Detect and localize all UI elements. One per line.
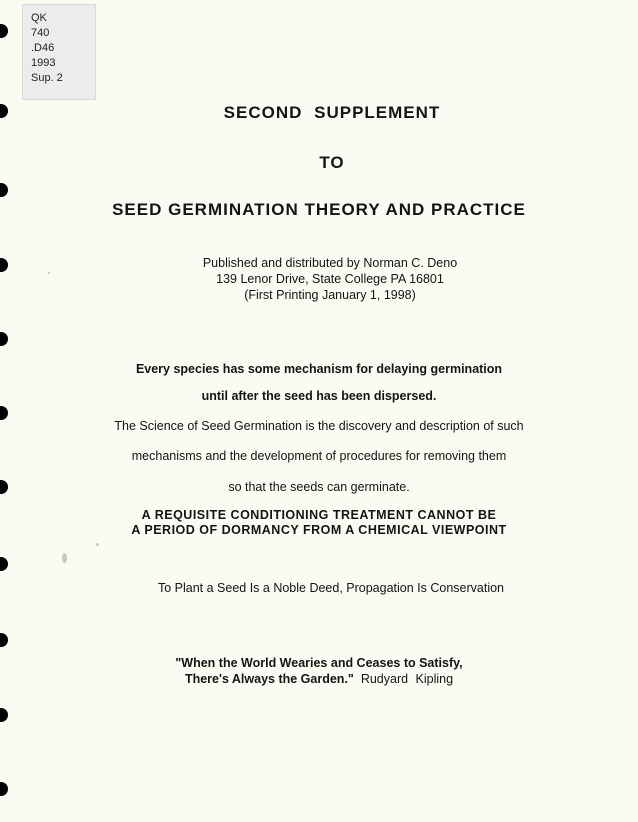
- quote-author: Rudyard Kipling: [360, 672, 454, 686]
- binding-hole: [0, 24, 8, 38]
- binding-hole: [0, 332, 8, 346]
- call-number-line: 740: [31, 27, 50, 39]
- binding-hole: [0, 406, 8, 420]
- statement-bold-2: until after the seed has been dispersed.: [201, 389, 437, 403]
- binding-hole: [0, 782, 8, 796]
- statement-regular-3: so that the seeds can germinate.: [228, 480, 410, 494]
- binding-hole: [0, 183, 8, 197]
- title-line-3: SEED GERMINATION THEORY AND PRACTICE: [112, 200, 526, 219]
- binding-hole: [0, 633, 8, 647]
- printing-date: (First Printing January 1, 1998): [244, 288, 416, 302]
- paper-speck: [48, 272, 50, 274]
- quote-line-2: [0, 672, 638, 686]
- title-line-2: TO: [319, 153, 345, 172]
- caps-statement-2: A PERIOD OF DORMANCY FROM A CHEMICAL VIEWPOINT: [131, 523, 507, 537]
- call-number-line: QK: [31, 12, 47, 24]
- paper-speck: [62, 553, 67, 563]
- binding-hole: [0, 708, 8, 722]
- statement-bold-1: Every species has some mechanism for delaying germination: [135, 362, 503, 376]
- caps-statement-1: A REQUISITE CONDITIONING TREATMENT CANNOT BE: [141, 508, 497, 522]
- publisher-address: 139 Lenor Drive, State College PA 16801: [216, 272, 444, 286]
- motto: To Plant a Seed Is a Noble Deed, Propagation Is Conservation: [157, 581, 505, 595]
- statement-regular-2: mechanisms and the development of procedures for removing them: [131, 449, 507, 463]
- paper-speck: [96, 543, 99, 546]
- statement-regular-1: The Science of Seed Germination is the discovery and description of such: [114, 419, 524, 433]
- binding-hole: [0, 557, 8, 571]
- call-number-line: 1993: [31, 57, 56, 69]
- publisher-line-1: Published and distributed by Norman C. Deno: [202, 256, 458, 270]
- call-number-line: .D46: [31, 42, 55, 54]
- title-line-1: SECOND SUPPLEMENT: [223, 103, 441, 122]
- binding-holes: [0, 0, 12, 822]
- quote-line-1: "When the World Wearies and Ceases to Satisfy,: [175, 656, 463, 670]
- quote-text: There's Always the Garden.": [184, 672, 354, 686]
- library-call-number-label: [22, 4, 96, 100]
- call-number-line: Sup. 2: [31, 72, 63, 84]
